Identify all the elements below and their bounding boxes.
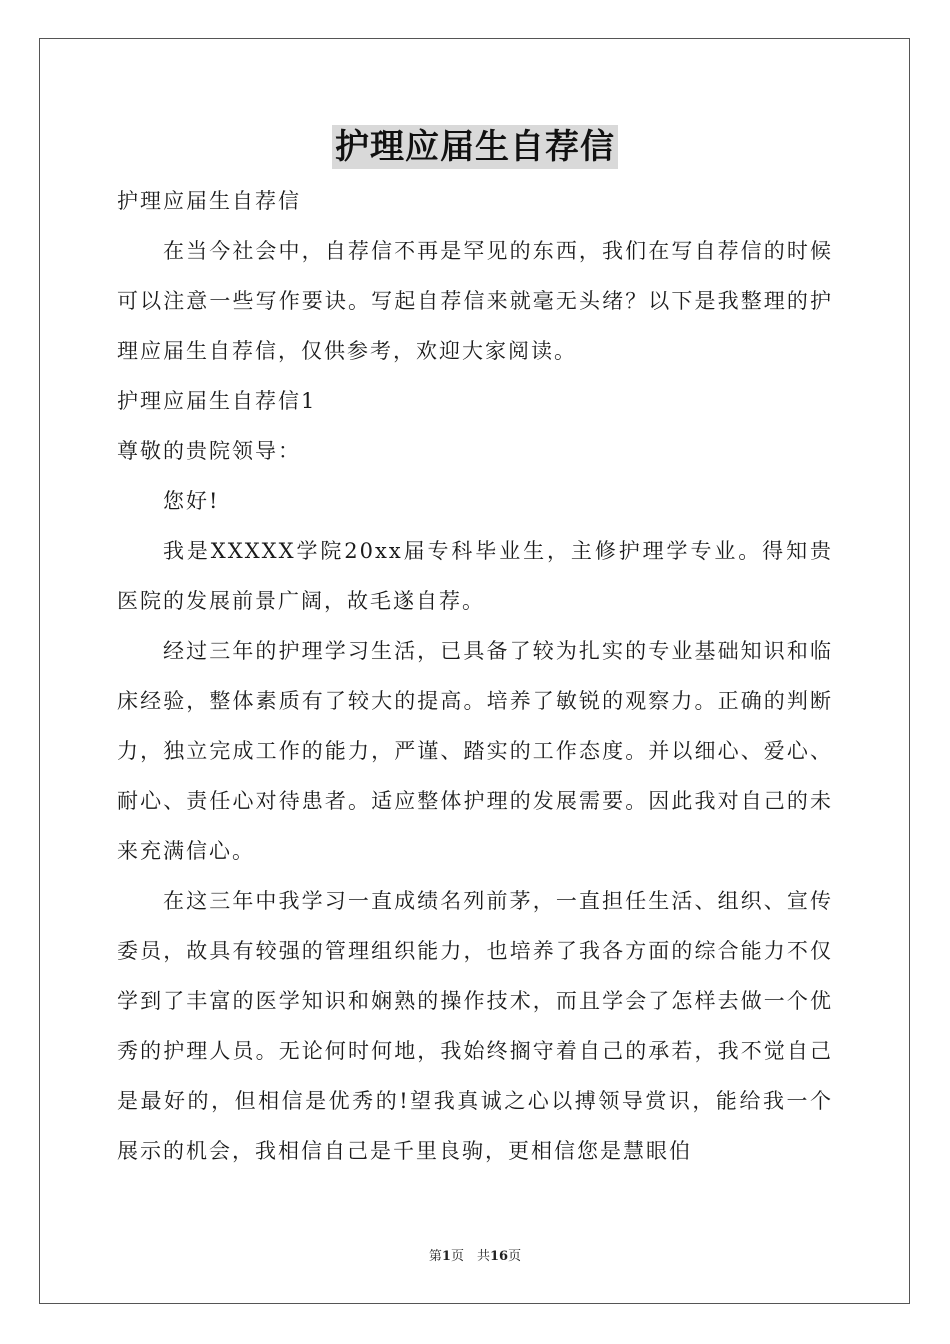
- paragraph: 护理应届生自荐信1: [117, 389, 317, 413]
- paragraph: 尊敬的贵院领导：: [117, 439, 301, 463]
- title-container: [0, 125, 950, 169]
- footer-prefix: 第: [428, 1249, 442, 1264]
- footer-mid: 页 共: [450, 1249, 490, 1264]
- page-footer: [0, 1245, 950, 1264]
- paragraph: 护理应届生自荐信: [117, 189, 301, 213]
- paragraph: 我是XXXXX学院20xx届专科毕业生，主修护理学专业。得知贵医院的发展前景广阔，故毛遂自荐。: [117, 539, 833, 613]
- paragraph: 经过三年的护理学习生活，已具备了较为扎实的专业基础知识和临床经验，整体素质有了较大的提高。培养了敏锐的观察力。正确的判断力，独立完成工作的能力，严谨、踏实的工作态度。并以细心、爱心、耐心、责任心对待患者。适应整体护理的发展需要。因此我对自己的未来充满信心。: [117, 639, 833, 863]
- document-title: 护理应届生自荐信: [332, 125, 618, 169]
- paragraph: 在这三年中我学习一直成绩名列前茅，一直担任生活、组织、宣传委员，故具有较强的管理组织能力，也培养了我各方面的综合能力不仅学到了丰富的医学知识和娴熟的操作技术，而且学会了怎样去做一个优秀的护理人员。无论何时何地，我始终搁守着自己的承若，我不觉自己是最好的，但相信是优秀的!望我真诚之心以搏领导赏识，能给我一个展示的机会，我相信自己是千里良驹，更相信您是慧眼伯: [117, 889, 833, 1163]
- footer-suffix: 页: [508, 1249, 522, 1264]
- footer-total-pages: 16: [489, 1249, 509, 1264]
- document-body: [117, 176, 833, 1176]
- paragraph: 您好!: [163, 489, 220, 513]
- paragraph: 在当今社会中，自荐信不再是罕见的东西，我们在写自荐信的时候可以注意一些写作要诀。写起自荐信来就毫无头绪？以下是我整理的护理应届生自荐信，仅供参考，欢迎大家阅读。: [117, 239, 833, 363]
- footer-current-page: 1: [441, 1249, 451, 1264]
